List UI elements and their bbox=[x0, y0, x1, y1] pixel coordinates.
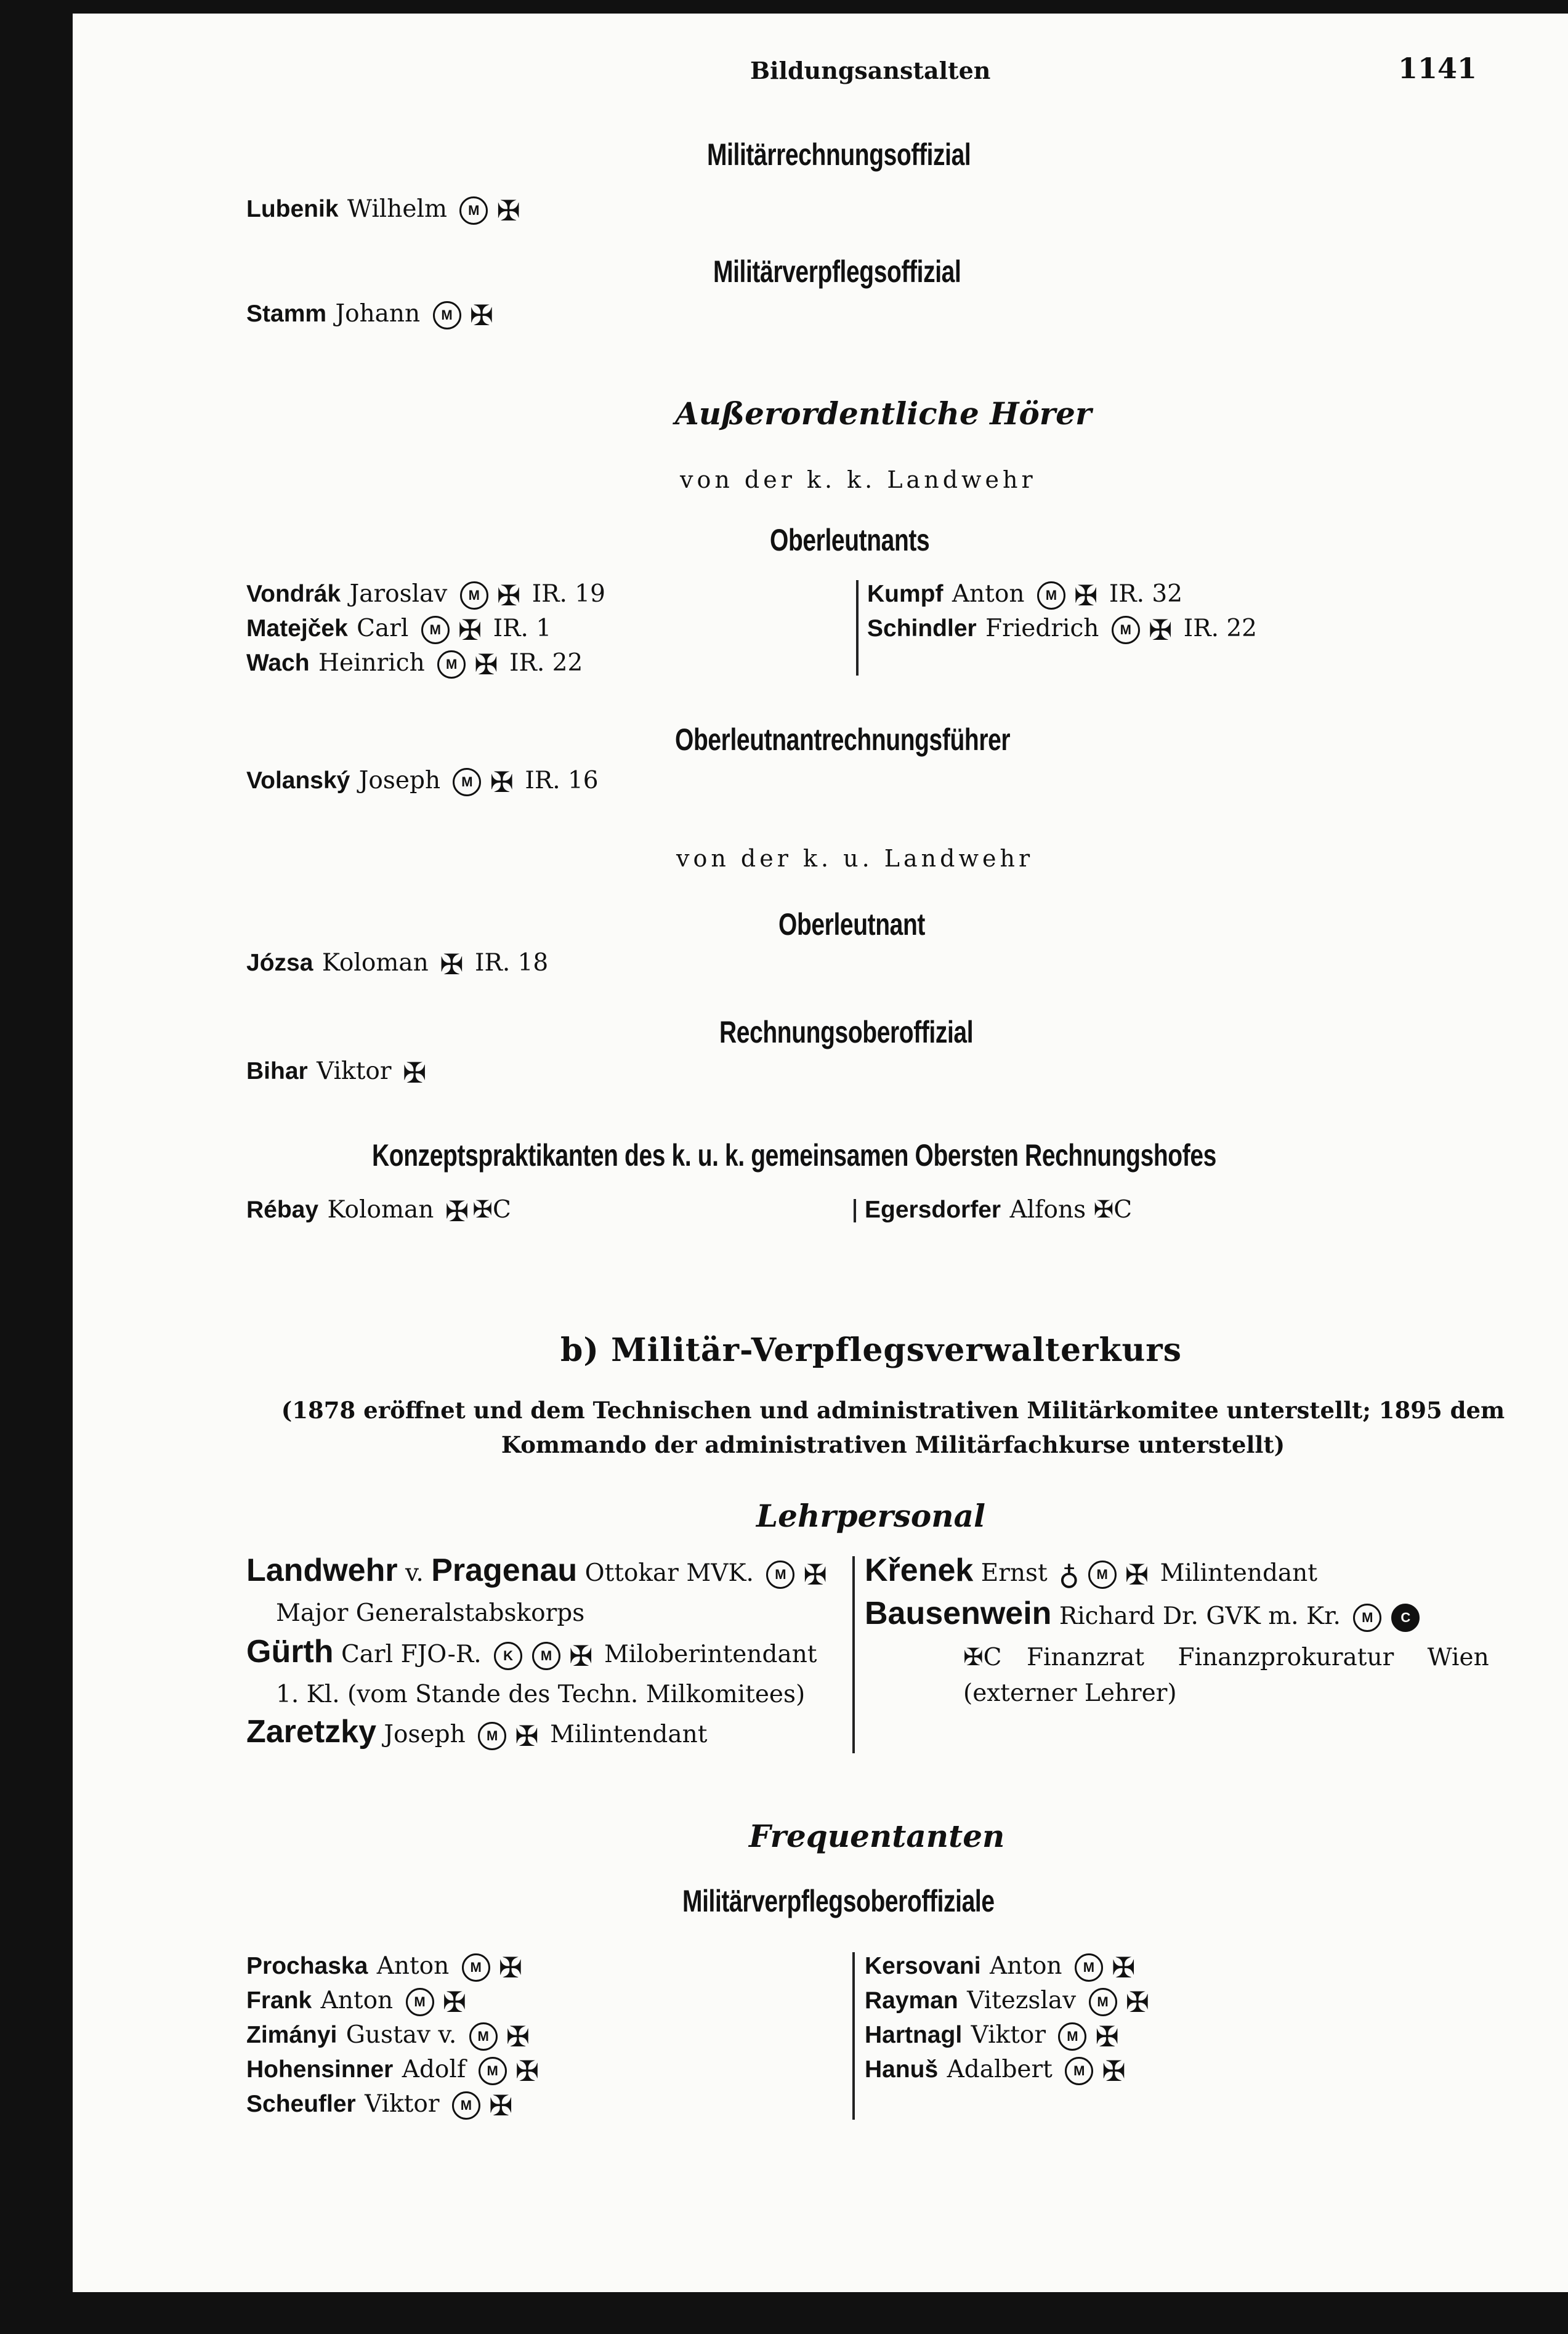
entry-jozsa: Józsa Koloman ✠ IR. 18 bbox=[246, 948, 549, 981]
entry-scheufler: Scheufler Viktor M ✠ bbox=[246, 2089, 513, 2122]
military-medal-icon: M bbox=[1075, 1953, 1103, 1982]
cross-icon: ✠ bbox=[440, 948, 464, 981]
military-medal-icon: M bbox=[421, 616, 450, 644]
entry-hartnagl: Hartnagl Viktor M ✠ bbox=[865, 2020, 1119, 2053]
column-divider bbox=[854, 1199, 856, 1222]
entry-kumpf: Kumpf Anton M ✠ IR. 32 bbox=[867, 579, 1183, 612]
order-icon: ♁ bbox=[1059, 1558, 1080, 1591]
military-medal-icon: M bbox=[1037, 581, 1065, 610]
cross-c-icon: ✠C bbox=[472, 1196, 511, 1224]
cross-icon: ✠ bbox=[515, 1719, 539, 1753]
entry-guerth: Gürth Carl FJO-R. K M ✠ Miloberintendant bbox=[246, 1634, 817, 1673]
entry-schindler: Schindler Friedrich M ✠ IR. 22 bbox=[867, 613, 1257, 647]
entry-guerth-sub: 1. Kl. (vom Stande des Techn. Milkomitees) bbox=[276, 1681, 806, 1708]
cross-icon: ✠ bbox=[496, 579, 521, 612]
entry-rebay: Rébay Koloman ✠ ✠C bbox=[246, 1195, 511, 1228]
cross-icon: ✠ bbox=[803, 1558, 827, 1591]
military-medal-icon: M bbox=[479, 2057, 507, 2085]
entry-zaretzky: Zaretzky Joseph M ✠ Milintendant bbox=[246, 1714, 708, 1753]
military-medal-icon: M bbox=[1112, 616, 1140, 644]
military-medal-icon: M bbox=[406, 1988, 434, 2016]
cross-icon: ✠ bbox=[474, 648, 498, 681]
military-medal-icon: M bbox=[452, 2091, 480, 2120]
military-medal-icon: M bbox=[1065, 2057, 1093, 2085]
heading-oberleutnantrechnungsfuehrer: Oberleutnantrechnungsführer bbox=[675, 722, 1011, 757]
heading-oberleutnant: Oberleutnant bbox=[778, 907, 926, 942]
cross-icon: ✠ bbox=[490, 765, 514, 799]
k-medal-icon: K bbox=[494, 1642, 522, 1670]
cross-icon: ✠ bbox=[498, 1951, 523, 1984]
entry-rayman: Rayman Vitezslav M ✠ bbox=[865, 1985, 1150, 2019]
military-medal-icon: M bbox=[462, 1953, 490, 1982]
military-medal-icon: M bbox=[459, 196, 488, 225]
cross-icon: ✠ bbox=[506, 2020, 530, 2053]
military-medal-icon: M bbox=[1058, 2022, 1086, 2051]
entry-stamm: Stamm Johann M ✠ bbox=[246, 299, 494, 332]
c-medal-icon: C bbox=[1391, 1604, 1420, 1632]
cross-c-icon: ✠C bbox=[963, 1644, 1002, 1671]
cross-icon: ✠ bbox=[469, 299, 494, 332]
entry-landwehr-pragenau: Landwehr v. Pragenau Ottokar MVK. M ✠ bbox=[246, 1553, 827, 1591]
column-divider bbox=[852, 1952, 855, 2120]
military-medal-icon: M bbox=[1088, 1561, 1117, 1589]
entry-bausenwein-sub: (externer Lehrer) bbox=[963, 1679, 1177, 1707]
heading-militaerrechnungsoffizial: Militärrechnungsoffizial bbox=[707, 137, 971, 172]
heading-militaerverpflegsoberoffiziale: Militärverpflegsoberoffiziale bbox=[682, 1884, 995, 1918]
heading-militaerverpflegsoffizial: Militärverpflegsoffizial bbox=[713, 254, 961, 289]
entry-hanus: Hanuš Adalbert M ✠ bbox=[865, 2054, 1126, 2088]
entry-krenek: Křenek Ernst ♁ M ✠ Milintendant bbox=[865, 1553, 1317, 1591]
military-medal-icon: M bbox=[469, 2022, 498, 2051]
page-number: 1141 bbox=[1398, 52, 1477, 85]
cross-icon: ✠ bbox=[445, 1195, 469, 1228]
column-divider bbox=[856, 580, 859, 676]
subheading-ku-landwehr: von der k. u. Landwehr bbox=[676, 845, 1034, 872]
section-title-verpflegsverwalterkurs: b) Militär-Verpflegsverwalterkurs bbox=[560, 1331, 1182, 1369]
heading-ausserordentliche-hoerer: Außerordentliche Hörer bbox=[675, 395, 1092, 432]
running-header: Bildungsanstalten bbox=[750, 57, 991, 84]
entry-matejcek: Matejček Carl M ✠ IR. 1 bbox=[246, 613, 552, 647]
entry-bausenwein: Bausenwein Richard Dr. GVK m. Kr. M C bbox=[865, 1596, 1425, 1634]
cross-icon: ✠ bbox=[458, 613, 482, 647]
cross-icon: ✠ bbox=[1073, 579, 1098, 612]
heading-rechnungsoberoffizial: Rechnungsoberoffizial bbox=[719, 1015, 974, 1049]
military-medal-icon: M bbox=[532, 1642, 560, 1670]
cross-c-icon: ✠C bbox=[1093, 1196, 1133, 1224]
cross-icon: ✠ bbox=[1148, 613, 1173, 647]
document-page bbox=[73, 14, 1568, 2292]
cross-icon: ✠ bbox=[496, 194, 520, 227]
subheading-kk-landwehr: von der k. k. Landwehr bbox=[680, 466, 1037, 493]
cross-icon: ✠ bbox=[1125, 1558, 1149, 1591]
cross-icon: ✠ bbox=[442, 1985, 467, 2019]
cross-icon: ✠ bbox=[402, 1056, 427, 1089]
column-divider bbox=[852, 1556, 855, 1753]
military-medal-icon: M bbox=[766, 1561, 794, 1589]
entry-wach: Wach Heinrich M ✠ IR. 22 bbox=[246, 648, 583, 681]
cross-icon: ✠ bbox=[488, 2089, 513, 2122]
entry-bausenwein-line2: ✠C Finanzrat Finanzprokuratur Wien bbox=[963, 1644, 1489, 1671]
heading-lehrpersonal: Lehrpersonal bbox=[756, 1498, 986, 1534]
entry-egersdorfer: Egersdorfer Alfons ✠C bbox=[865, 1196, 1133, 1224]
entry-kersovani: Kersovani Anton M ✠ bbox=[865, 1951, 1136, 1984]
entry-prochaska: Prochaska Anton M ✠ bbox=[246, 1951, 523, 1984]
heading-frequentanten: Frequentanten bbox=[749, 1818, 1005, 1854]
entry-hohensinner: Hohensinner Adolf M ✠ bbox=[246, 2054, 540, 2088]
military-medal-icon: M bbox=[478, 1722, 506, 1750]
cross-icon: ✠ bbox=[1095, 2020, 1119, 2053]
cross-icon: ✠ bbox=[515, 2054, 540, 2088]
military-medal-icon: M bbox=[1353, 1604, 1381, 1632]
entry-bihar: Bihar Viktor ✠ bbox=[246, 1056, 427, 1089]
military-medal-icon: M bbox=[453, 768, 481, 796]
heading-konzeptspraktikanten: Konzeptspraktikanten des k. u. k. gemeinsamen Obersten Rechnungshofes bbox=[372, 1138, 1216, 1173]
military-medal-icon: M bbox=[460, 581, 488, 610]
entry-landwehr-pragenau-sub: Major Generalstabskorps bbox=[276, 1599, 585, 1627]
entry-vondrak: Vondrák Jaroslav M ✠ IR. 19 bbox=[246, 579, 605, 612]
heading-oberleutnants: Oberleutnants bbox=[770, 523, 930, 557]
military-medal-icon: M bbox=[1089, 1988, 1117, 2016]
military-medal-icon: M bbox=[437, 650, 466, 679]
cross-icon: ✠ bbox=[1102, 2054, 1126, 2088]
entry-volansky: Volanský Joseph M ✠ IR. 16 bbox=[246, 765, 599, 799]
kurs-note: (1878 eröffnet und dem Technischen und administrativen Militärkomitee unterstellt; 1895 dem Kommando der administrativen Militärfachkurse unterstellt) bbox=[281, 1397, 1505, 1458]
cross-icon: ✠ bbox=[1111, 1951, 1136, 1984]
entry-lubenik: Lubenik Wilhelm M ✠ bbox=[246, 194, 520, 227]
military-medal-icon: M bbox=[433, 301, 461, 329]
entry-zimanyi: Zimányi Gustav v. M ✠ bbox=[246, 2020, 530, 2053]
entry-frank: Frank Anton M ✠ bbox=[246, 1985, 467, 2019]
cross-icon: ✠ bbox=[569, 1639, 593, 1673]
cross-icon: ✠ bbox=[1125, 1985, 1150, 2019]
